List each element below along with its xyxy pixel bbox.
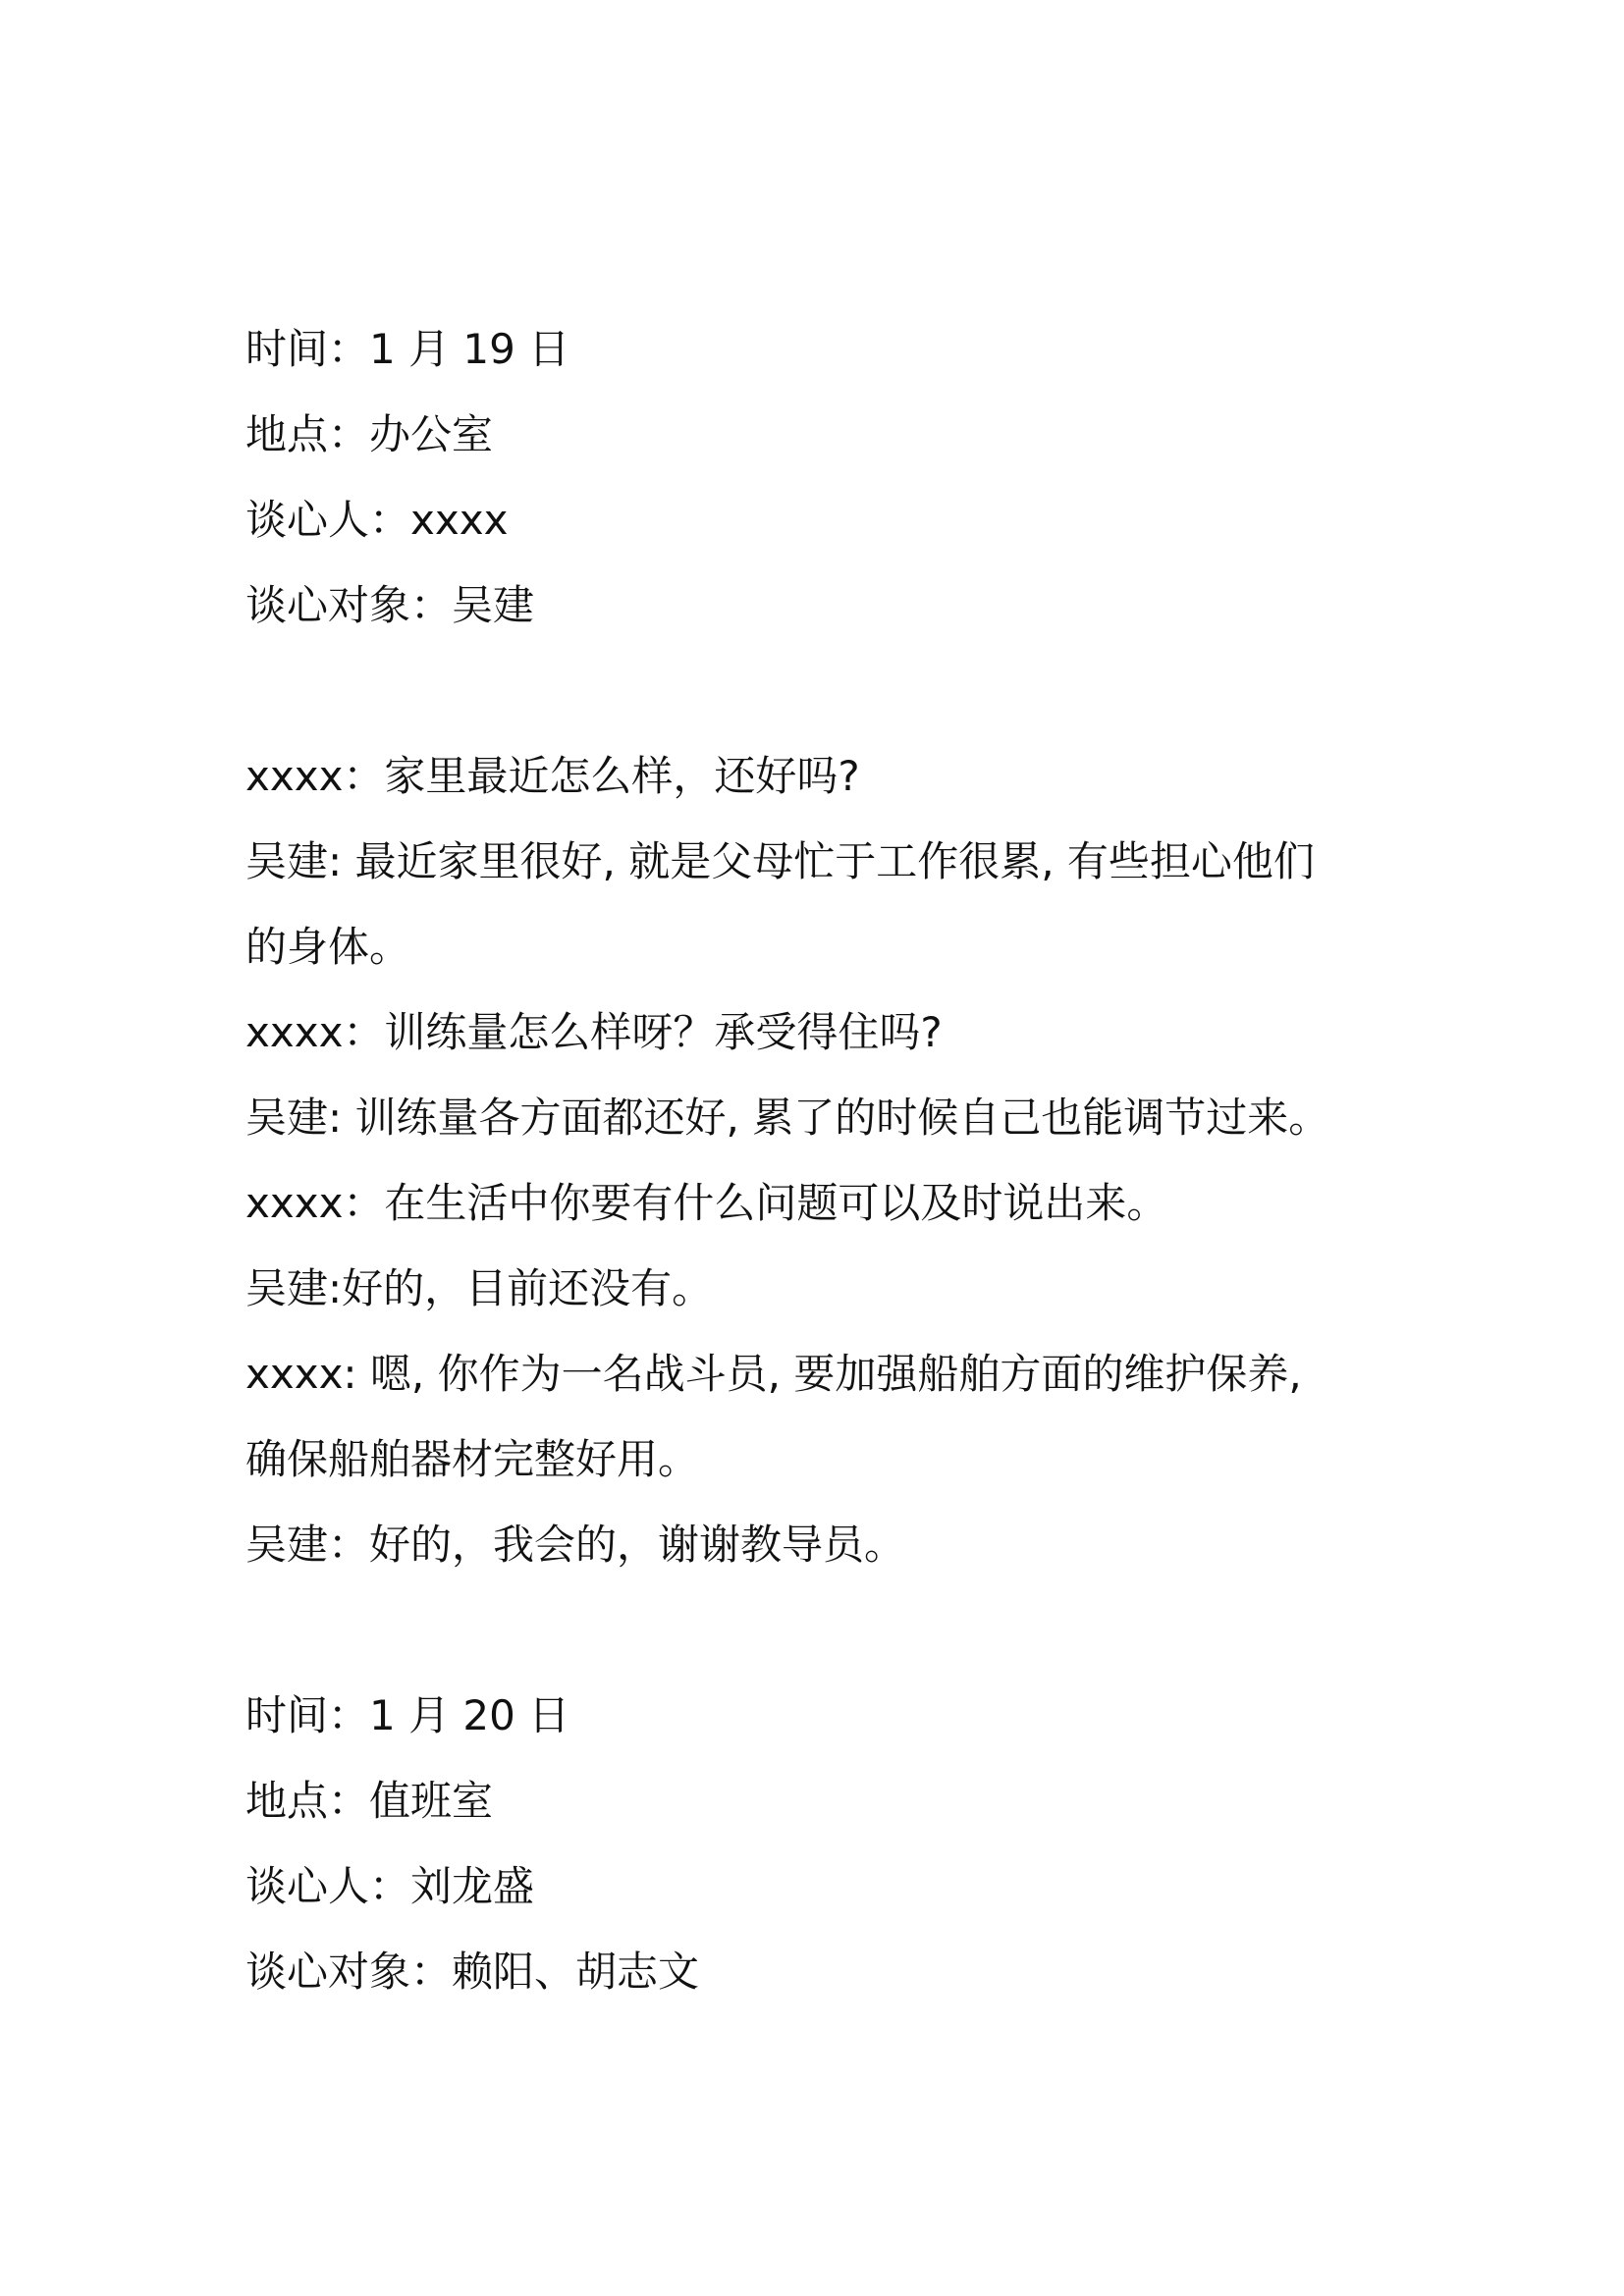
record-header-1 — [245, 306, 1384, 648]
dialogue-line: 吴建: 最近家里很好, 就是父母忙于工作很累, 有些担心他们 — [245, 837, 1315, 885]
dialogue-line: 的身体。 — [245, 923, 411, 971]
document-body — [245, 306, 1384, 2014]
dialogue-line: xxxx：训练量怎么样呀？承受得住吗? — [245, 1008, 943, 1056]
record-talker: 谈心人：刘龙盛 — [245, 1862, 535, 1910]
record-target: 谈心对象：吴建 — [245, 581, 535, 629]
dialogue-line: 吴建: 训练量各方面都还好, 累了的时候自己也能调节过来。 — [245, 1094, 1330, 1142]
dialogue-line: xxxx：家里最近怎么样，还好吗? — [245, 752, 860, 800]
record-time: 时间：1 月 20 日 — [245, 1691, 570, 1739]
record-time: 时间：1 月 19 日 — [245, 325, 570, 373]
dialogue-block-1 — [245, 733, 1384, 1587]
record-talker: 谈心人：xxxx — [245, 496, 509, 544]
dialogue-line: 确保船舶器材完整好用。 — [245, 1435, 700, 1483]
dialogue-line: xxxx: 嗯, 你作为一名战斗员, 要加强船舶方面的维护保养, — [245, 1350, 1302, 1398]
record-target: 谈心对象：赖阳、胡志文 — [245, 1948, 700, 1996]
paragraph-gap — [245, 1587, 1384, 1673]
record-place: 地点：办公室 — [245, 410, 494, 458]
dialogue-line: 吴建：好的，我会的，谢谢教导员。 — [245, 1521, 906, 1569]
dialogue-line: xxxx：在生活中你要有什么问题可以及时说出来。 — [245, 1179, 1168, 1227]
record-header-2 — [245, 1673, 1384, 2014]
record-place: 地点：值班室 — [245, 1777, 494, 1825]
paragraph-gap — [245, 648, 1384, 733]
dialogue-line: 吴建:好的，目前还没有。 — [245, 1264, 714, 1312]
